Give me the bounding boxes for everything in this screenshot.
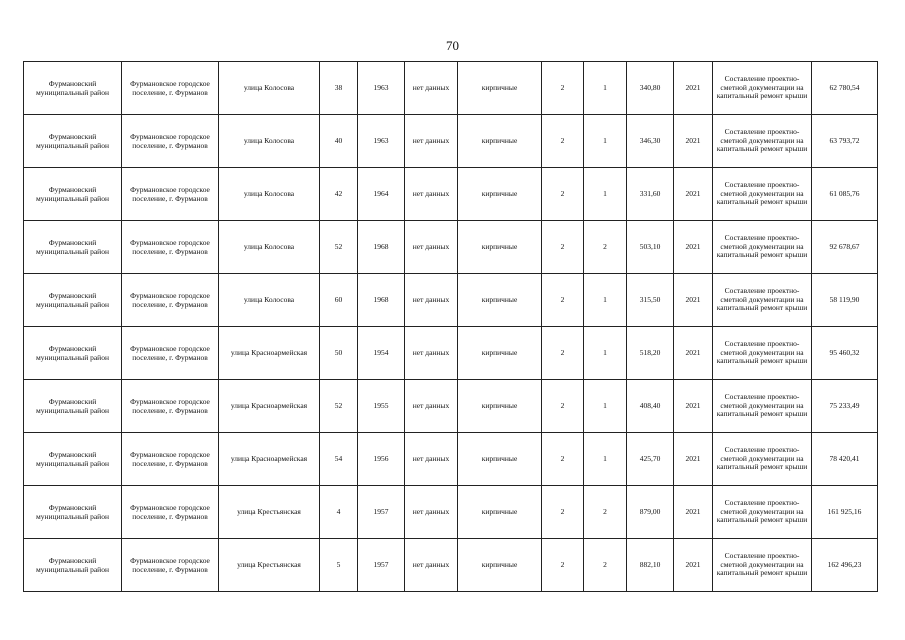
entrances-cell: 1 — [584, 115, 627, 168]
work-type-cell: Составление проектно-сметной документации на капитальный ремонт крыши — [713, 274, 812, 327]
cost-cell: 161 925,16 — [812, 486, 878, 539]
floors-cell: 2 — [542, 327, 584, 380]
build-year-cell: 1968 — [358, 221, 405, 274]
status-cell: нет данных — [405, 486, 458, 539]
cost-cell: 58 119,90 — [812, 274, 878, 327]
settlement-cell: Фурмановское городское поселение, г. Фурманов — [122, 221, 219, 274]
floors-cell: 2 — [542, 539, 584, 592]
status-cell: нет данных — [405, 168, 458, 221]
floors-cell: 2 — [542, 115, 584, 168]
wall-material-cell: кирпичные — [458, 539, 542, 592]
wall-material-cell: кирпичные — [458, 221, 542, 274]
plan-year-cell: 2021 — [674, 539, 713, 592]
entrances-cell: 2 — [584, 486, 627, 539]
cost-cell: 62 780,54 — [812, 62, 878, 115]
settlement-cell: Фурмановское городское поселение, г. Фурманов — [122, 486, 219, 539]
district-cell: Фурмановский муниципальный район — [24, 539, 122, 592]
floors-cell: 2 — [542, 380, 584, 433]
area-cell: 882,10 — [627, 539, 674, 592]
status-cell: нет данных — [405, 327, 458, 380]
district-cell: Фурмановский муниципальный район — [24, 115, 122, 168]
entrances-cell: 1 — [584, 274, 627, 327]
floors-cell: 2 — [542, 168, 584, 221]
wall-material-cell: кирпичные — [458, 115, 542, 168]
cost-cell: 162 496,23 — [812, 539, 878, 592]
entrances-cell: 1 — [584, 168, 627, 221]
plan-year-cell: 2021 — [674, 486, 713, 539]
work-type-cell: Составление проектно-сметной документации на капитальный ремонт крыши — [713, 115, 812, 168]
entrances-cell: 1 — [584, 433, 627, 486]
district-cell: Фурмановский муниципальный район — [24, 221, 122, 274]
house-number-cell: 42 — [320, 168, 358, 221]
wall-material-cell: кирпичные — [458, 433, 542, 486]
area-cell: 425,70 — [627, 433, 674, 486]
house-number-cell: 5 — [320, 539, 358, 592]
wall-material-cell: кирпичные — [458, 274, 542, 327]
status-cell: нет данных — [405, 380, 458, 433]
street-cell: улица Колосова — [219, 168, 320, 221]
floors-cell: 2 — [542, 433, 584, 486]
floors-cell: 2 — [542, 486, 584, 539]
street-cell: улица Красноармейская — [219, 380, 320, 433]
work-type-cell: Составление проектно-сметной документации на капитальный ремонт крыши — [713, 433, 812, 486]
street-cell: улица Колосова — [219, 115, 320, 168]
page-number: 70 — [446, 38, 459, 53]
housing-repair-table — [23, 61, 878, 592]
plan-year-cell: 2021 — [674, 327, 713, 380]
work-type-cell: Составление проектно-сметной документации на капитальный ремонт крыши — [713, 486, 812, 539]
settlement-cell: Фурмановское городское поселение, г. Фурманов — [122, 433, 219, 486]
build-year-cell: 1964 — [358, 168, 405, 221]
work-type-cell: Составление проектно-сметной документации на капитальный ремонт крыши — [713, 539, 812, 592]
house-number-cell: 54 — [320, 433, 358, 486]
plan-year-cell: 2021 — [674, 274, 713, 327]
street-cell: улица Крестьянская — [219, 486, 320, 539]
house-number-cell: 40 — [320, 115, 358, 168]
table-row — [24, 168, 878, 221]
wall-material-cell: кирпичные — [458, 62, 542, 115]
entrances-cell: 1 — [584, 380, 627, 433]
house-number-cell: 60 — [320, 274, 358, 327]
settlement-cell: Фурмановское городское поселение, г. Фурманов — [122, 327, 219, 380]
settlement-cell: Фурмановское городское поселение, г. Фурманов — [122, 274, 219, 327]
status-cell: нет данных — [405, 274, 458, 327]
floors-cell: 2 — [542, 62, 584, 115]
table-body — [24, 62, 878, 592]
table-row — [24, 539, 878, 592]
wall-material-cell: кирпичные — [458, 486, 542, 539]
plan-year-cell: 2021 — [674, 380, 713, 433]
district-cell: Фурмановский муниципальный район — [24, 274, 122, 327]
cost-cell: 92 678,67 — [812, 221, 878, 274]
plan-year-cell: 2021 — [674, 115, 713, 168]
table-row — [24, 380, 878, 433]
build-year-cell: 1968 — [358, 274, 405, 327]
build-year-cell: 1956 — [358, 433, 405, 486]
wall-material-cell: кирпичные — [458, 327, 542, 380]
table-row — [24, 433, 878, 486]
settlement-cell: Фурмановское городское поселение, г. Фурманов — [122, 380, 219, 433]
entrances-cell: 2 — [584, 221, 627, 274]
area-cell: 518,20 — [627, 327, 674, 380]
area-cell: 503,10 — [627, 221, 674, 274]
build-year-cell: 1954 — [358, 327, 405, 380]
district-cell: Фурмановский муниципальный район — [24, 380, 122, 433]
cost-cell: 75 233,49 — [812, 380, 878, 433]
settlement-cell: Фурмановское городское поселение, г. Фурманов — [122, 168, 219, 221]
table-row — [24, 274, 878, 327]
area-cell: 346,30 — [627, 115, 674, 168]
floors-cell: 2 — [542, 221, 584, 274]
wall-material-cell: кирпичные — [458, 380, 542, 433]
area-cell: 315,50 — [627, 274, 674, 327]
cost-cell: 95 460,32 — [812, 327, 878, 380]
plan-year-cell: 2021 — [674, 168, 713, 221]
status-cell: нет данных — [405, 221, 458, 274]
build-year-cell: 1957 — [358, 539, 405, 592]
plan-year-cell: 2021 — [674, 62, 713, 115]
table-row — [24, 486, 878, 539]
house-number-cell: 38 — [320, 62, 358, 115]
status-cell: нет данных — [405, 115, 458, 168]
cost-cell: 78 420,41 — [812, 433, 878, 486]
plan-year-cell: 2021 — [674, 221, 713, 274]
build-year-cell: 1955 — [358, 380, 405, 433]
work-type-cell: Составление проектно-сметной документации на капитальный ремонт крыши — [713, 380, 812, 433]
settlement-cell: Фурмановское городское поселение, г. Фурманов — [122, 539, 219, 592]
build-year-cell: 1957 — [358, 486, 405, 539]
house-number-cell: 50 — [320, 327, 358, 380]
district-cell: Фурмановский муниципальный район — [24, 168, 122, 221]
entrances-cell: 1 — [584, 62, 627, 115]
street-cell: улица Колосова — [219, 62, 320, 115]
status-cell: нет данных — [405, 62, 458, 115]
status-cell: нет данных — [405, 433, 458, 486]
cost-cell: 63 793,72 — [812, 115, 878, 168]
settlement-cell: Фурмановское городское поселение, г. Фурманов — [122, 62, 219, 115]
build-year-cell: 1963 — [358, 62, 405, 115]
district-cell: Фурмановский муниципальный район — [24, 327, 122, 380]
work-type-cell: Составление проектно-сметной документации на капитальный ремонт крыши — [713, 62, 812, 115]
street-cell: улица Красноармейская — [219, 433, 320, 486]
table-row — [24, 327, 878, 380]
street-cell: улица Крестьянская — [219, 539, 320, 592]
district-cell: Фурмановский муниципальный район — [24, 433, 122, 486]
street-cell: улица Красноармейская — [219, 327, 320, 380]
area-cell: 340,80 — [627, 62, 674, 115]
street-cell: улица Колосова — [219, 221, 320, 274]
build-year-cell: 1963 — [358, 115, 405, 168]
work-type-cell: Составление проектно-сметной документации на капитальный ремонт крыши — [713, 221, 812, 274]
settlement-cell: Фурмановское городское поселение, г. Фурманов — [122, 115, 219, 168]
cost-cell: 61 085,76 — [812, 168, 878, 221]
house-number-cell: 4 — [320, 486, 358, 539]
house-number-cell: 52 — [320, 221, 358, 274]
table-row — [24, 115, 878, 168]
area-cell: 879,00 — [627, 486, 674, 539]
house-number-cell: 52 — [320, 380, 358, 433]
entrances-cell: 1 — [584, 327, 627, 380]
table-row — [24, 221, 878, 274]
work-type-cell: Составление проектно-сметной документации на капитальный ремонт крыши — [713, 327, 812, 380]
floors-cell: 2 — [542, 274, 584, 327]
district-cell: Фурмановский муниципальный район — [24, 62, 122, 115]
area-cell: 331,60 — [627, 168, 674, 221]
street-cell: улица Колосова — [219, 274, 320, 327]
work-type-cell: Составление проектно-сметной документации на капитальный ремонт крыши — [713, 168, 812, 221]
entrances-cell: 2 — [584, 539, 627, 592]
plan-year-cell: 2021 — [674, 433, 713, 486]
status-cell: нет данных — [405, 539, 458, 592]
area-cell: 408,40 — [627, 380, 674, 433]
district-cell: Фурмановский муниципальный район — [24, 486, 122, 539]
wall-material-cell: кирпичные — [458, 168, 542, 221]
table-row — [24, 62, 878, 115]
